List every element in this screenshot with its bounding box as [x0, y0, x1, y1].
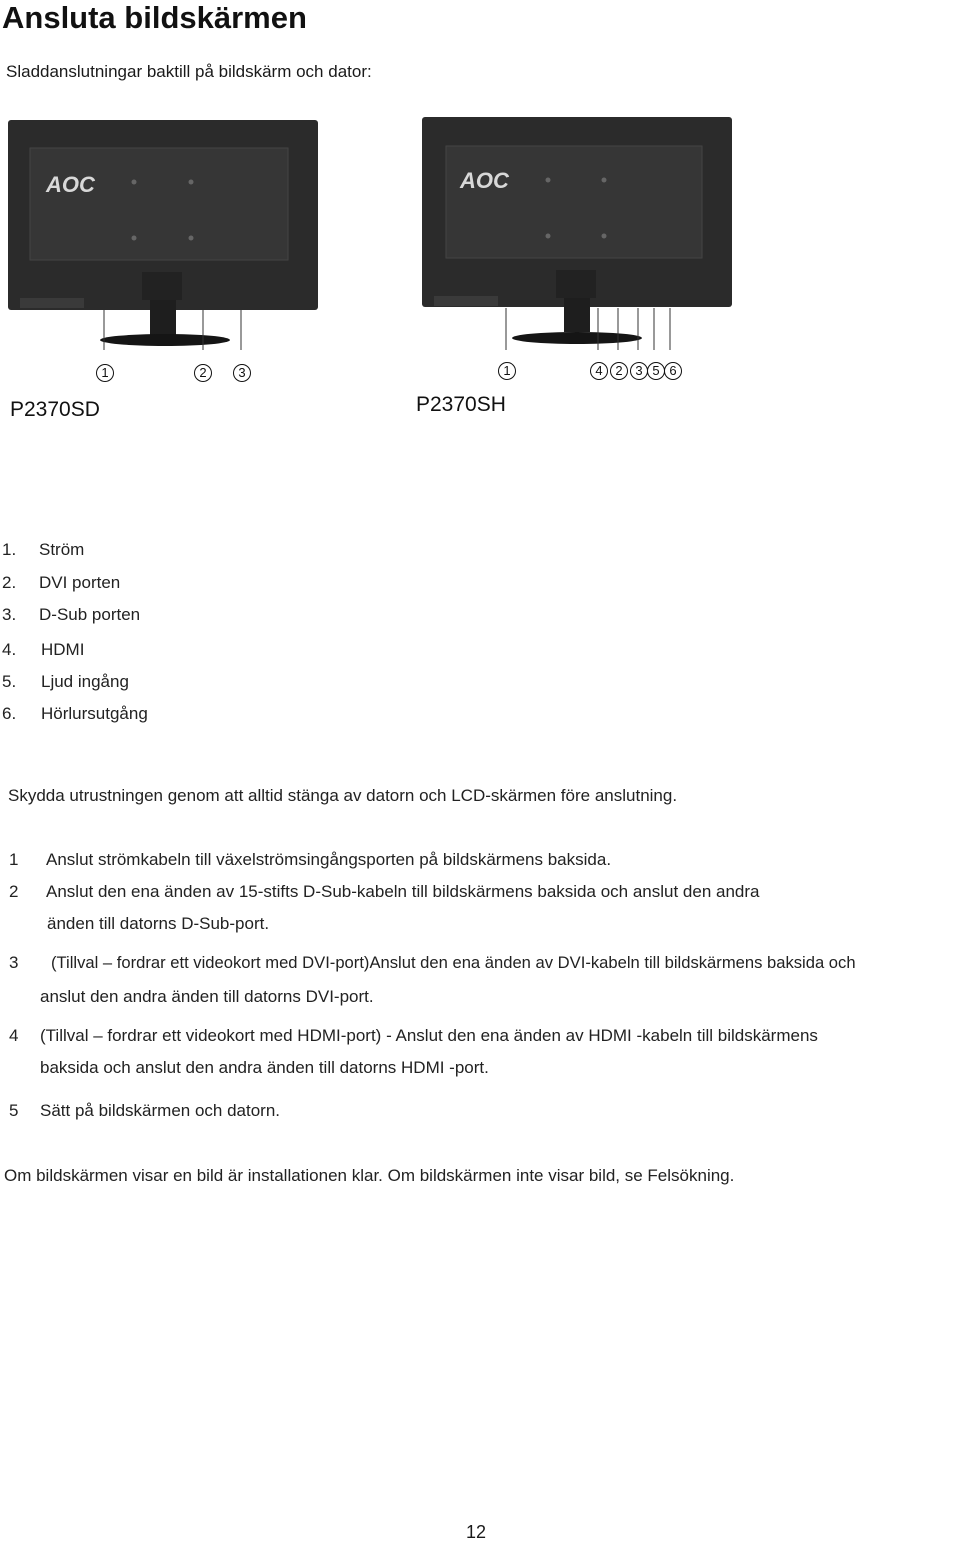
page-title: Ansluta bildskärmen — [2, 0, 307, 35]
legend-num: 6. — [2, 704, 17, 723]
legend-label: DVI porten — [39, 573, 121, 592]
callout-2: 2 — [610, 362, 628, 380]
callout-5: 5 — [647, 362, 665, 380]
page-number: 12 — [466, 1522, 487, 1542]
legend-num: 1. — [2, 540, 17, 559]
legend-num: 2. — [2, 573, 17, 592]
step-num: 5 — [9, 1101, 19, 1120]
step-text: Sätt på bildskärmen och datorn. — [40, 1101, 281, 1120]
legend-label: HDMI — [41, 640, 85, 659]
step-text: (Tillval – fordrar ett videokort med DVI-port)Anslut den ena änden av DVI-kabeln till bildskärmens baksida och — [51, 953, 856, 972]
legend-num: 5. — [2, 672, 17, 691]
legend-label: Ljud ingång — [41, 672, 129, 691]
model-label-p2370sd: P2370SD — [10, 398, 100, 421]
legend-label: D-Sub porten — [39, 605, 141, 624]
step-text-cont: änden till datorns D-Sub-port. — [47, 914, 270, 933]
step-num: 2 — [9, 882, 19, 901]
step-text-cont: baksida och anslut den andra änden till datorns HDMI -port. — [40, 1058, 489, 1077]
legend-num: 3. — [2, 605, 17, 624]
aoc-logo: AOC — [460, 168, 509, 193]
legend-label: Ström — [39, 540, 85, 559]
monitor-rear-image-p2370sh — [414, 110, 744, 350]
step-text: Anslut den ena änden av 15-stifts D-Sub-kabeln till bildskärmens baksida och anslut den andra — [46, 882, 760, 901]
callout-1: 1 — [96, 364, 114, 382]
monitor-rear-image-p2370sd — [0, 110, 330, 350]
step-num: 4 — [9, 1026, 19, 1045]
step-text: Anslut strömkabeln till växelströmsingångsporten på bildskärmens baksida. — [46, 850, 612, 869]
conclusion-text: Om bildskärmen visar en bild är installationen klar. Om bildskärmen inte visar bild, se Felsökning. — [4, 1166, 735, 1185]
step-text-cont: anslut den andra änden till datorns DVI-port. — [40, 987, 374, 1006]
legend-label: Hörlursutgång — [41, 704, 148, 723]
model-label-p2370sh: P2370SH — [416, 393, 506, 416]
callout-4: 4 — [590, 362, 608, 380]
step-num: 3 — [9, 953, 19, 972]
legend-num: 4. — [2, 640, 17, 659]
warning-text: Skydda utrustningen genom att alltid stänga av datorn och LCD-skärmen före anslutning. — [8, 786, 678, 805]
callout-6: 6 — [664, 362, 682, 380]
step-text: (Tillval – fordrar ett videokort med HDMI-port) - Anslut den ena änden av HDMI -kabeln till bildskärmens — [40, 1026, 818, 1045]
aoc-logo: AOC — [46, 172, 95, 197]
subtitle: Sladdanslutningar baktill på bildskärm och dator: — [6, 62, 372, 81]
callout-1: 1 — [498, 362, 516, 380]
callout-3: 3 — [233, 364, 251, 382]
callout-2: 2 — [194, 364, 212, 382]
step-num: 1 — [9, 850, 19, 869]
callout-3: 3 — [630, 362, 648, 380]
